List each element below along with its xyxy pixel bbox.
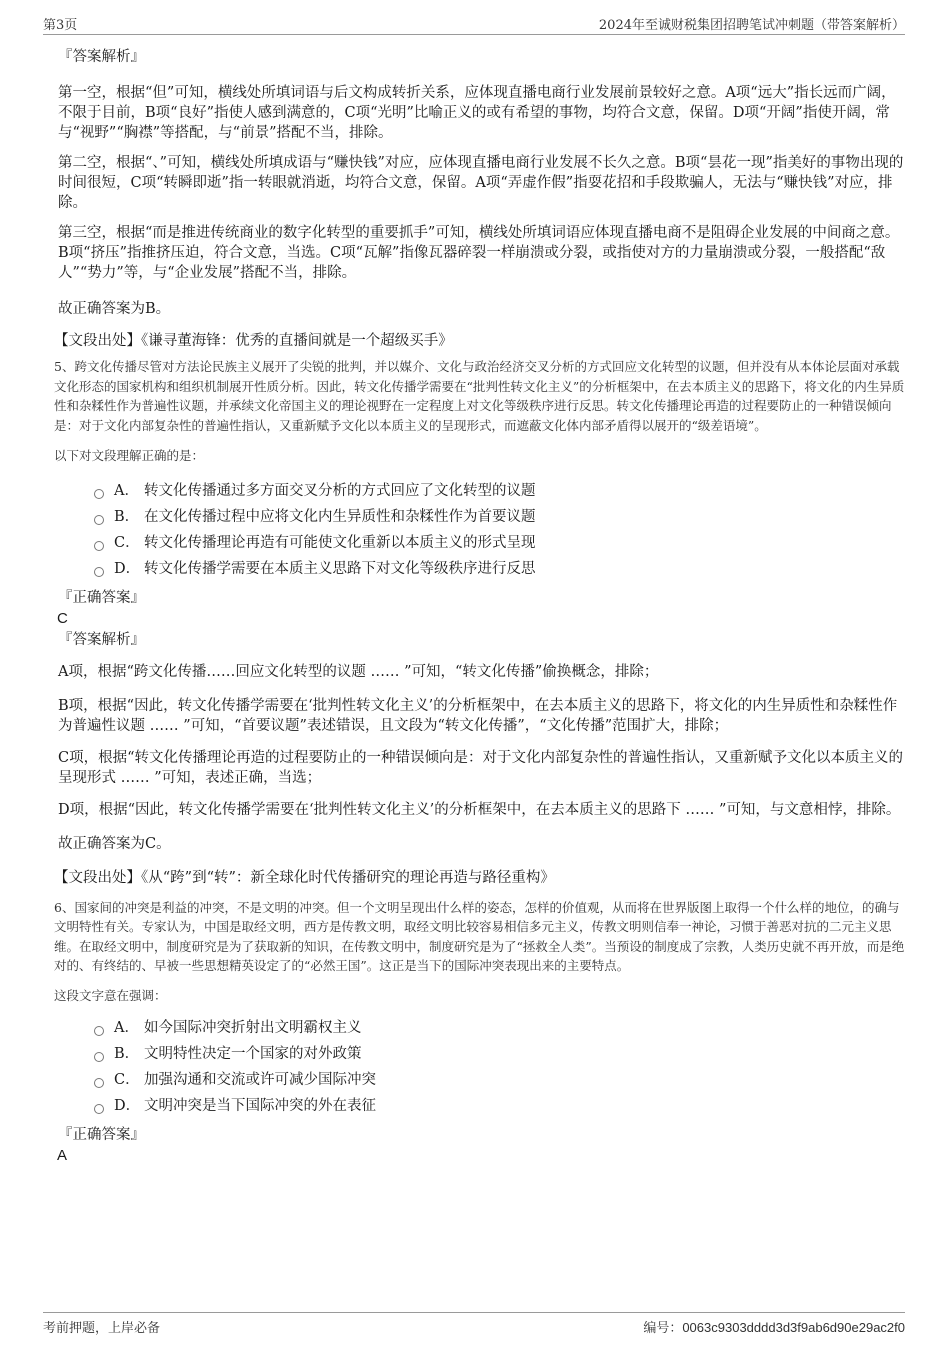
option-b[interactable]: B． 文明特性决定一个国家的对外政策 bbox=[94, 1041, 906, 1067]
correct-answer-label: 『正确答案』 bbox=[58, 1127, 145, 1143]
document-title: 2024年至诚财税集团招聘笔试冲刺题（带答案解析） bbox=[598, 18, 905, 33]
option-b[interactable]: B． 在文化传播过程中应将文化内生异质性和杂糅性作为首要议题 bbox=[94, 504, 906, 530]
source-citation: 【文段出处】《从“跨”到“转”：新全球化时代传播研究的理论再造与路径重构》 bbox=[54, 869, 555, 886]
radio-icon[interactable] bbox=[94, 1052, 104, 1062]
question-prompt: 以下对文段理解正确的是： bbox=[54, 448, 205, 463]
radio-icon[interactable] bbox=[94, 1026, 104, 1036]
source-citation: 【文段出处】《谦寻董海锋：优秀的直播间就是一个超级买手》 bbox=[54, 333, 453, 349]
option-d[interactable]: D． 转文化传播学需要在本质主义思路下对文化等级秩序进行反思 bbox=[94, 556, 906, 582]
radio-icon[interactable] bbox=[94, 541, 104, 551]
radio-icon[interactable] bbox=[94, 567, 104, 577]
analysis-item-d: D项，根据“因此，转文化传播学需要在‘批判性转文化主义’的分析框架中，在去本质主义的思路下 …… ”可知，与文意相悖，排除。 bbox=[58, 801, 901, 818]
document-code: 编号：0063c9303dddd3d3f9ab6d90e29ac2f0 bbox=[643, 1320, 905, 1335]
page-number: 第3页 bbox=[43, 18, 78, 33]
analysis-item-c: C项，根据“转文化传播理论再造的过程要防止的一种错误倾向是：对于文化内部复杂性的普遍性指认，又重新赋予文化以本质主义的呈现形式 …… ”可知，表述正确，当选； bbox=[58, 749, 904, 786]
radio-icon[interactable] bbox=[94, 1104, 104, 1114]
option-d[interactable]: D． 文明冲突是当下国际冲突的外在表征 bbox=[94, 1093, 906, 1119]
option-a[interactable]: A． 转文化传播通过多方面交叉分析的方式回应了文化转型的议题 bbox=[94, 478, 906, 504]
option-c[interactable]: C． 加强沟通和交流或许可减少国际冲突 bbox=[94, 1067, 906, 1093]
analysis-paragraph: 第三空，根据“而是推进传统商业的数字化转型的重要抓手”可知，横线处所填词语应体现直播电商不是阻碍企业发展的中间商之意。B项“挤压”指推挤压迫，符合文意，当选。C项“瓦解”指像瓦器碎裂一样崩溃或分裂，或指使对方的力量崩溃或分裂，一般搭配“敌人”“势力”等，与“企业发展”搭配不当，排除。 bbox=[58, 225, 900, 281]
question-stem: 5、跨文化传播尽管对方法论民族主义展开了尖锐的批判，并以媒介、文化与政治经济交叉分析的方式回应文化转型的议题，但并没有从本体论层面对承载文化形态的国家机构和组织机制展开性质分析。因此，转文化传播学需要在“批判性转文化主义”的分析框架中，在去本质主义的思路下，将文化的内生异质性和杂糅性作为普遍性议题，并承续文化帝国主义的理论视野在一定程度上对文化等级秩序进行反思。转文化传播理论再造的过程要防止的一种错误倾向是：对于文化内部复杂性的普遍性指认，又重新赋予文化以本质主义的呈现形式，而遮蔽文化体内部矛盾得以展开的“级差语境”。 bbox=[54, 359, 905, 433]
analysis-paragraph: 第二空，根据“、”可知，横线处所填成语与“赚快钱”对应，应体现直播电商行业发展不长久之意。B项“昙花一现”指美好的事物出现的时间很短，C项“转瞬即逝”指一转眼就消逝，均符合文意，保留。A项“弄虚作假”指耍花招和手段欺骗人，无法与“赚快钱”对应，排除。 bbox=[58, 155, 904, 211]
radio-icon[interactable] bbox=[94, 1078, 104, 1088]
conclusion: 故正确答案为B。 bbox=[58, 301, 171, 317]
footer-slogan: 考前押题，上岸必备 bbox=[43, 1321, 161, 1336]
analysis-label: 『答案解析』 bbox=[58, 49, 145, 65]
question-stem: 6、国家间的冲突是利益的冲突，不是文明的冲突。但一个文明呈现出什么样的姿态，怎样的价值观，从而将在世界版图上取得一个什么样的地位，的确与文明特性有关。专家认为，中国是取经文明，西方是传教文明，取经文明比较容易相信多元主义，传教文明则信奉一神论，习惯于善恶对抗的二元主义思维。在取经文明中，制度研究是为了获取新的知识，在传教文明中，制度研究是为了“拯救全人类”。当预设的制度成了宗教，人类历史就不再开放，而是绝对的、有终结的、早被一些思想精英设定了的“必然王国”。这正是当下的国际冲突表现出来的主要特点。 bbox=[54, 899, 905, 973]
page-content bbox=[54, 45, 906, 1165]
conclusion: 故正确答案为C。 bbox=[58, 835, 171, 852]
analysis-paragraph: 第一空，根据“但”可知，横线处所填词语与后文构成转折关系，应体现直播电商行业发展前景较好之意。A项“远大”指长远而广阔，不限于目前，B项“良好”指使人感到满意的，C项“光明”比喻正义的或有希望的事物，均符合文意，保留。D项“开阔”指使开阔，常与“视野”“胸襟”等搭配，与“前景”搭配不当，排除。 bbox=[58, 85, 896, 141]
option-list bbox=[54, 1015, 906, 1119]
page-footer bbox=[43, 1312, 905, 1335]
radio-icon[interactable] bbox=[94, 515, 104, 525]
correct-answer: C bbox=[57, 609, 68, 627]
option-c[interactable]: C． 转文化传播理论再造有可能使文化重新以本质主义的形式呈现 bbox=[94, 530, 906, 556]
radio-icon[interactable] bbox=[94, 489, 104, 499]
page-header bbox=[43, 12, 905, 35]
option-list bbox=[54, 478, 906, 582]
option-a[interactable]: A． 如今国际冲突折射出文明霸权主义 bbox=[94, 1015, 906, 1041]
correct-answer: A bbox=[57, 1147, 68, 1164]
analysis-item-a: A项，根据“跨文化传播……回应文化转型的议题 …… ”可知，“转文化传播”偷换概念，排除； bbox=[58, 663, 659, 680]
analysis-label: 『答案解析』 bbox=[58, 631, 145, 648]
correct-answer-label: 『正确答案』 bbox=[58, 589, 145, 606]
question-prompt: 这段文字意在强调： bbox=[54, 987, 167, 1003]
analysis-item-b: B项，根据“因此，转文化传播学需要在‘批判性转文化主义’的分析框架中，在去本质主义的思路下，将文化的内生异质性和杂糅性作为普遍性议题 …… ”可知，“首要议题”表述错误，且文段为“转文化传播”，“文化传播”范围扩大，排除； bbox=[58, 697, 898, 734]
